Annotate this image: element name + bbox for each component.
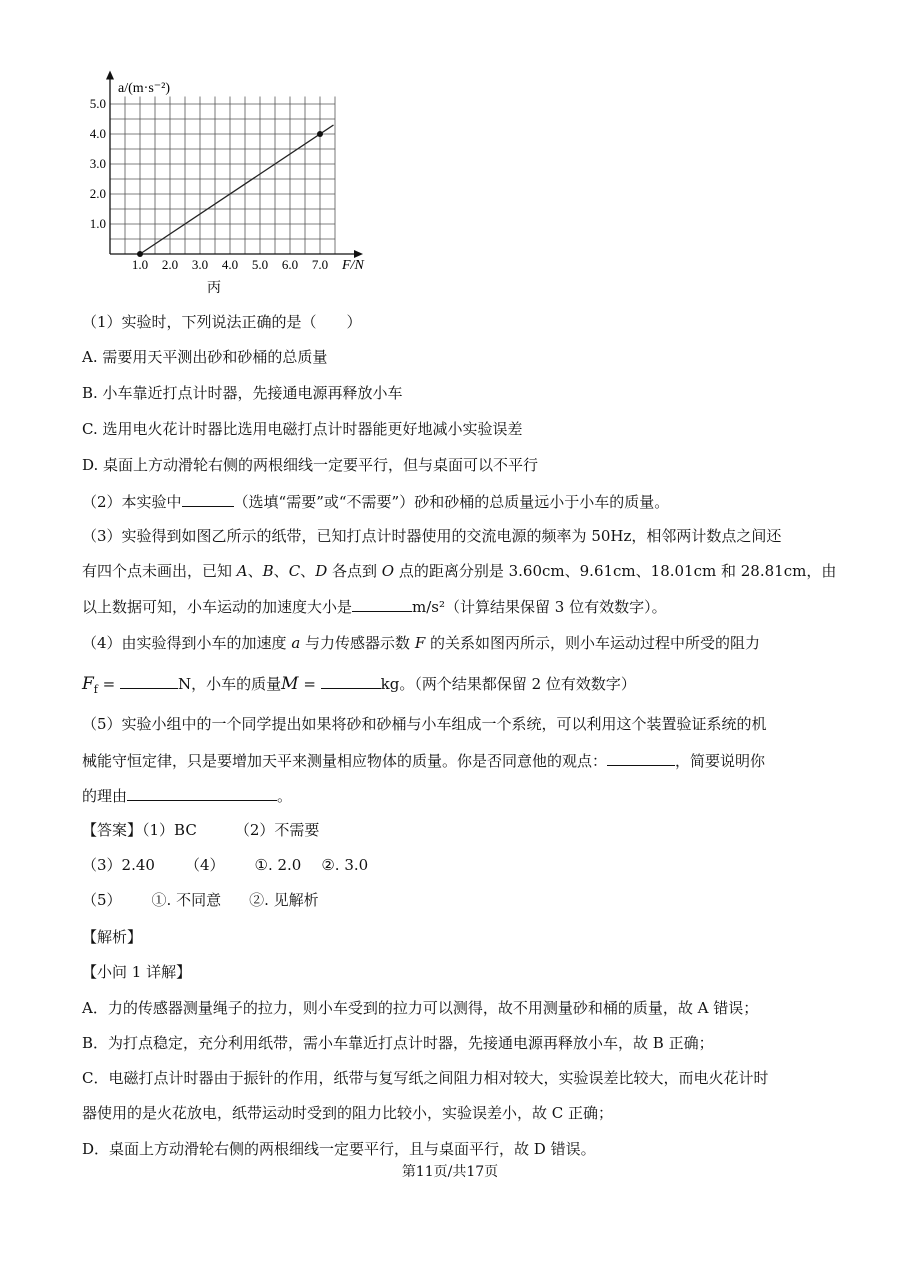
- q3-text: 点的距离分别是 3.60cm、9.61cm、18.01cm 和 28.81cm，由: [394, 562, 837, 580]
- analysis-c-line-2: 器使用的是火花放电，纸带运动时受到的阻力比较小，实验误差小，故 C 正确；: [82, 1104, 614, 1122]
- question-2: [82, 491, 669, 512]
- x-tick-label: 2.0: [161, 257, 179, 272]
- point-c: C: [288, 562, 301, 580]
- equals: =: [298, 675, 321, 693]
- data-point: [137, 251, 143, 257]
- q5-text: ，简要说明你: [675, 752, 766, 770]
- answer-line-1: [82, 820, 319, 840]
- separator: 、: [300, 562, 316, 580]
- point-b: B: [262, 562, 274, 580]
- analysis-b: B．为打点稳定，充分利用纸带，需小车靠近打点计时器，先接通电源再释放小车，故 B 正确；: [82, 1034, 714, 1052]
- analysis-heading: 【解析】: [82, 928, 143, 946]
- y-tick-label: 1.0: [89, 216, 106, 231]
- q4-text: （4）由实验得到小车的加速度: [82, 634, 292, 652]
- question-1-stem: （1）实验时，下列说法正确的是（ ）: [82, 313, 362, 331]
- x-tick-label: 4.0: [221, 257, 239, 272]
- x-tick-label: 3.0: [191, 257, 209, 272]
- answer-q2: （2）不需要: [234, 821, 320, 839]
- q4-friction-blank: [120, 673, 178, 689]
- q4-mass-blank: [321, 673, 381, 689]
- y-tick-label: 5.0: [89, 96, 106, 111]
- x-axis-arrow: [354, 250, 363, 258]
- question-3-line-3: [82, 596, 667, 617]
- data-point: [317, 131, 323, 137]
- q4-text: 的关系如图丙所示，则小车运动过程中所受的阻力: [425, 634, 761, 652]
- a-f-graph: [70, 70, 380, 305]
- answer-q4-label: （4）: [184, 856, 225, 874]
- answer-q4-1: ①. 2.0: [254, 856, 302, 874]
- q3-text: （计算结果保留 3 位有效数字）。: [445, 598, 667, 616]
- answer-q5-1: ①. 不同意: [151, 891, 222, 909]
- option-c: C. 选用电火花计时器比选用电磁打点计时器能更好地减小实验误差: [82, 420, 523, 438]
- x-tick-label: 5.0: [251, 257, 269, 272]
- question-5-line-2: [82, 750, 765, 771]
- analysis-subheading: 【小问 1 详解】: [82, 963, 192, 981]
- separator: 、: [247, 562, 263, 580]
- option-d: D. 桌面上方动滑轮右侧的两根细线一定要平行，但与桌面可以不平行: [82, 456, 539, 474]
- chart-data: [137, 125, 334, 257]
- point-d: D: [315, 562, 328, 580]
- y-axis-arrow: [106, 71, 114, 80]
- y-tick-label: 3.0: [89, 156, 106, 171]
- question-4-line-2: [82, 673, 636, 700]
- q5-period: 。: [277, 787, 293, 805]
- question-5-line-1: （5）实验小组中的一个同学提出如果将砂和砂桶与小车组成一个系统，可以利用这个装置验证系统的机: [82, 715, 767, 733]
- question-4-line-1: [82, 633, 760, 653]
- point-a: A: [236, 562, 248, 580]
- q5-opinion-blank: [607, 750, 675, 766]
- graph-caption: 丙: [207, 281, 221, 296]
- q5-text: 械能守恒定律，只是要增加天平来测量相应物体的质量。你是否同意他的观点：: [82, 752, 608, 770]
- q3-text: 有四个点未画出，已知: [82, 562, 237, 580]
- chart-tick-labels: [90, 96, 328, 272]
- q2-prefix: （2）本实验中: [82, 493, 182, 511]
- equals: =: [97, 675, 120, 693]
- analysis-c-line-1: C．电磁打点计时器由于振针的作用，纸带与复写纸之间阻力相对较大，实验误差比较大，而电火花计时: [82, 1069, 769, 1087]
- q4-text: 与力传感器示数: [300, 634, 415, 652]
- answer-line-2: [82, 855, 368, 875]
- q2-answer-blank: [182, 491, 234, 507]
- separator: 、: [273, 562, 289, 580]
- q2-suffix: （选填“需要”或“不需要”）砂和砂桶的总质量远小于小车的质量。: [233, 493, 670, 511]
- y-axis-label: a/(m·s⁻²): [118, 81, 171, 96]
- chart-grid: [110, 97, 335, 255]
- x-tick-label: 1.0: [131, 257, 149, 272]
- symbol-f: F: [414, 634, 426, 652]
- point-o: O: [381, 562, 395, 580]
- page-footer: 第11页/共17页: [401, 1164, 499, 1180]
- q3-unit: m/s²: [412, 598, 446, 616]
- y-tick-label: 2.0: [89, 186, 106, 201]
- q5-text: 的理由: [82, 787, 128, 805]
- q4-text: kg。（两个结果都保留 2 位有效数字）: [380, 675, 636, 693]
- series-line: [140, 125, 334, 254]
- answer-q5-label: （5）: [82, 891, 122, 909]
- symbol-m: M: [281, 674, 299, 694]
- symbol-ff: F: [82, 674, 94, 694]
- analysis-d: D．桌面上方动滑轮右侧的两根细线一定要平行，且与桌面平行，故 D 错误。: [82, 1140, 596, 1158]
- subscript-f: f: [93, 683, 98, 696]
- analysis-a: A．力的传感器测量绳子的拉力，则小车受到的拉力可以测得，故不用测量砂和桶的质量，故 A 错误；: [82, 999, 759, 1017]
- question-5-line-3: [82, 785, 292, 806]
- answer-q3: （3）2.40: [82, 856, 155, 874]
- q3-text: 各点到: [327, 562, 382, 580]
- option-b: B. 小车靠近打点计时器，先接通电源再释放小车: [82, 384, 403, 402]
- q5-reason-blank: [127, 785, 277, 801]
- x-tick-label: 6.0: [281, 257, 299, 272]
- option-a: A. 需要用天平测出砂和砂桶的总质量: [82, 348, 328, 366]
- q3-text: 以上数据可知，小车运动的加速度大小是: [82, 598, 353, 616]
- answer-q5-2: ②. 见解析: [249, 891, 319, 909]
- answer-q4-2: ②. 3.0: [321, 856, 369, 874]
- question-3-line-2: [82, 561, 836, 581]
- answer-q1: 【答案】（1）BC: [82, 821, 197, 839]
- x-tick-label: 7.0: [311, 257, 329, 272]
- y-tick-label: 4.0: [89, 126, 106, 141]
- q3-answer-blank: [352, 596, 412, 612]
- question-3-line-1: （3）实验得到如图乙所示的纸带，已知打点计时器使用的交流电源的频率为 50Hz，相邻两计数点之间还: [82, 527, 782, 545]
- symbol-a: a: [291, 634, 301, 652]
- answer-line-3: [82, 890, 319, 910]
- x-axis-label: F/N: [342, 258, 364, 273]
- q4-text: N，小车的质量: [177, 675, 282, 693]
